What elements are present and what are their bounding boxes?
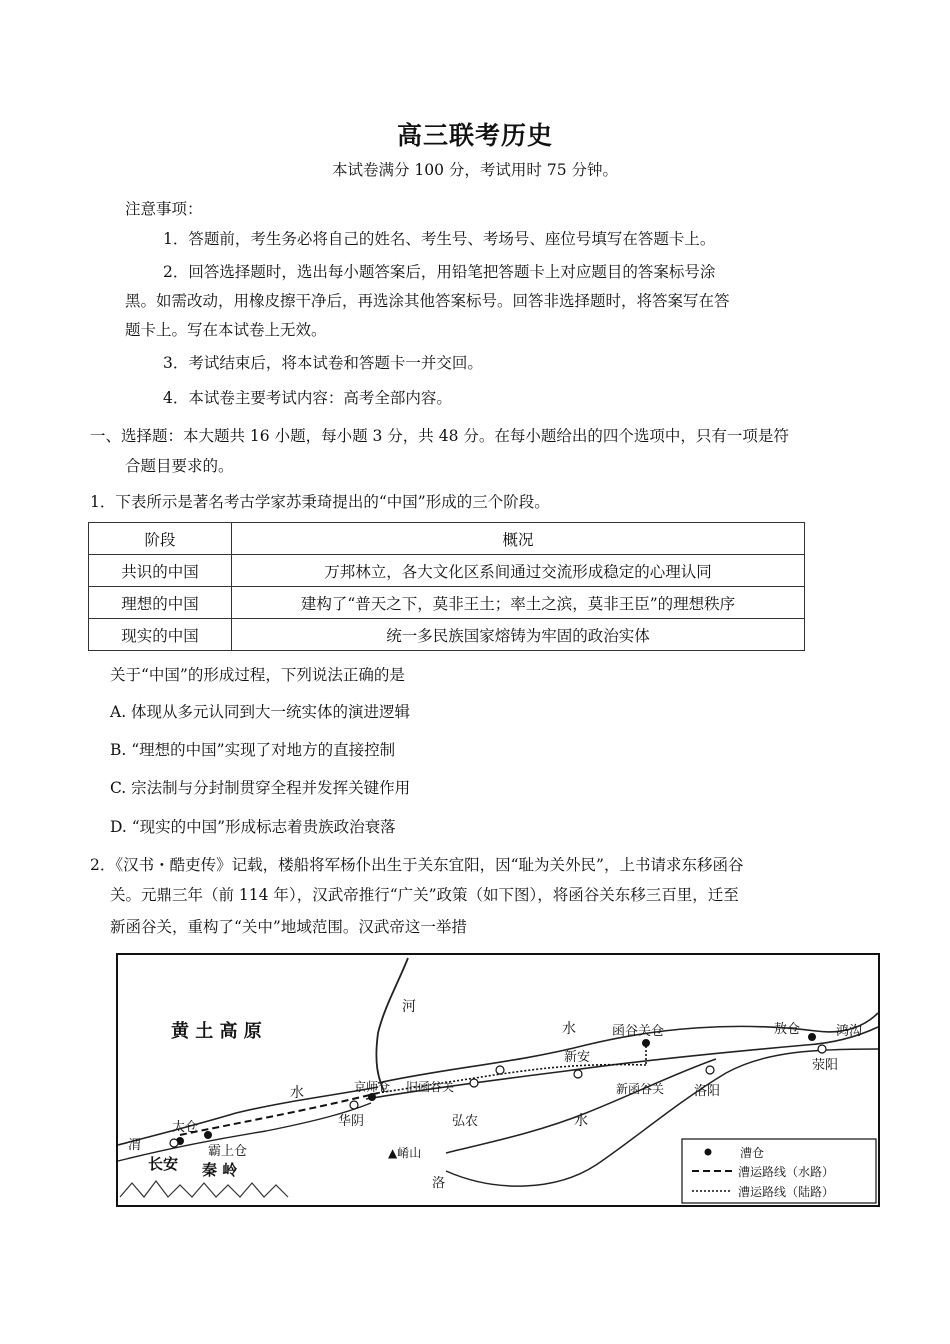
- q2-stem-line-3: 新函谷关，重构了“关中”地域范围。汉武帝这一举措: [110, 918, 467, 936]
- q1-question: 关于“中国”的形成过程，下列说法正确的是: [110, 666, 405, 684]
- luoyang-city-icon: [706, 1066, 714, 1074]
- huayin-city-icon: [350, 1101, 358, 1109]
- legend-water-route: 漕运路线（水路）: [738, 1165, 835, 1179]
- notes-heading: 注意事项：: [125, 200, 203, 218]
- section-heading-line-2: 合题目要求的。: [125, 457, 234, 475]
- guangguan-map: [116, 953, 880, 1207]
- hangu-granary-icon: [642, 1039, 650, 1047]
- stages-table: [88, 522, 805, 651]
- label-new-hangu-pass: 新函谷关: [616, 1082, 665, 1096]
- exam-info: 本试卷满分 100 分，考试用时 75 分钟。: [331, 161, 619, 179]
- note-item-2-line-2: 黑。如需改动，用橡皮擦干净后，再选涂其他答案标号。回答非选择题时，将答案写在答: [125, 292, 730, 310]
- label-taicang: 太仓: [172, 1120, 199, 1135]
- q1-option-d[interactable]: D. “现实的中国”形成标志着贵族政治衰落: [110, 818, 396, 836]
- label-plateau: 黄 土 高 原: [171, 1021, 262, 1042]
- label-luo: 洛: [432, 1176, 446, 1191]
- table-cell: 理想的中国: [89, 587, 232, 619]
- q2-stem-line-1: 2．《汉书・酷吏传》记载，楼船将军杨仆出生于关东宜阳，因“耻为关外民”，上书请求东移函谷: [90, 856, 744, 874]
- label-shui-2: 水: [290, 1085, 304, 1101]
- label-luoyang: 洛阳: [694, 1084, 721, 1099]
- q1-stem: 1．下表所示是著名考古学家苏秉琦提出的“中国”形成的三个阶段。: [90, 493, 550, 511]
- note-item-4: 4．本试卷主要考试内容：高考全部内容。: [163, 389, 452, 407]
- label-jingshi-granary: 京师仓: [354, 1080, 391, 1094]
- legend-granary: 漕仓: [740, 1146, 765, 1160]
- label-honggou: 鸿沟: [836, 1024, 863, 1039]
- table-cell: 统一多民族国家熔铸为牢固的政治实体: [232, 619, 805, 651]
- ao-granary-icon: [808, 1033, 816, 1041]
- xinan-city-icon: [574, 1070, 582, 1078]
- label-bashang-granary: 霸上仓: [208, 1144, 248, 1159]
- table-cell: 万邦林立，各大文化区系间通过交流形成稳定的心理认同: [232, 555, 805, 587]
- page-title: 高三联考历史: [396, 121, 553, 150]
- old-hangu-pass-icon: [496, 1066, 504, 1074]
- label-qinling: 秦 岭: [202, 1161, 238, 1179]
- label-huayin: 华阴: [338, 1114, 365, 1129]
- table-row: [89, 555, 805, 587]
- q2-stem-line-2: 关。元鼎三年（前 114 年），汉武帝推行“广关”政策（如下图），将函谷关东移三百里，迁至: [110, 886, 739, 904]
- note-item-2-line-3: 题卡上。写在本试卷上无效。: [125, 321, 327, 339]
- table-header-row: [89, 523, 805, 555]
- label-hangu-granary: 函谷关仓: [612, 1024, 665, 1039]
- label-ao-granary: 敖仓: [774, 1022, 801, 1037]
- table-header-stage: 阶段: [89, 523, 232, 555]
- note-item-1: 1．答题前，考生务必将自己的姓名、考生号、考场号、座位号填写在答题卡上。: [163, 230, 716, 248]
- label-old-hangu-pass: 旧函谷关: [406, 1080, 455, 1094]
- legend-land-route: 漕运路线（陆路）: [738, 1185, 835, 1199]
- q1-option-b[interactable]: B. “理想的中国”实现了对地方的直接控制: [110, 741, 396, 759]
- label-xingyang: 荥阳: [812, 1058, 839, 1073]
- q1-option-a[interactable]: A. 体现从多元认同到大一统实体的演进逻辑: [110, 703, 411, 721]
- legend-granary-icon: [705, 1149, 712, 1156]
- hongnong-city-icon: [470, 1079, 478, 1087]
- label-changan: 长安: [148, 1155, 179, 1173]
- table-cell: 建构了“普天之下，莫非王土；率土之滨，莫非王臣”的理想秩序: [232, 587, 805, 619]
- jingshi-granary-icon: [368, 1093, 376, 1101]
- label-hongnong: 弘农: [452, 1114, 479, 1129]
- label-xinan: 新安: [564, 1050, 591, 1065]
- table-row: [89, 619, 805, 651]
- table-cell: 共识的中国: [89, 555, 232, 587]
- label-he: 河: [402, 999, 416, 1015]
- table-header-summary: 概况: [232, 523, 805, 555]
- q1-option-c[interactable]: C. 宗法制与分封制贯穿全程并发挥关键作用: [110, 779, 411, 797]
- label-wei: 渭: [128, 1138, 142, 1153]
- label-shui-3: 水: [574, 1113, 588, 1129]
- bashang-granary-icon: [204, 1131, 212, 1139]
- table-row: [89, 587, 805, 619]
- table-cell: 现实的中国: [89, 619, 232, 651]
- note-item-3: 3．考试结束后，将本试卷和答题卡一并交回。: [163, 354, 483, 372]
- note-item-2-line-1: 2．回答选择题时，选出每小题答案后，用铅笔把答题卡上对应题目的答案标号涂: [163, 263, 716, 281]
- label-shui-1: 水: [562, 1021, 576, 1037]
- label-xiaoshan: ▲崤山: [388, 1146, 422, 1160]
- xingyang-city-icon: [818, 1045, 826, 1053]
- section-heading-line-1: 一、选择题：本大题共 16 小题，每小题 3 分，共 48 分。在每小题给出的四个选项中，只有一项是符: [90, 427, 789, 445]
- changan-city-icon: [170, 1139, 178, 1147]
